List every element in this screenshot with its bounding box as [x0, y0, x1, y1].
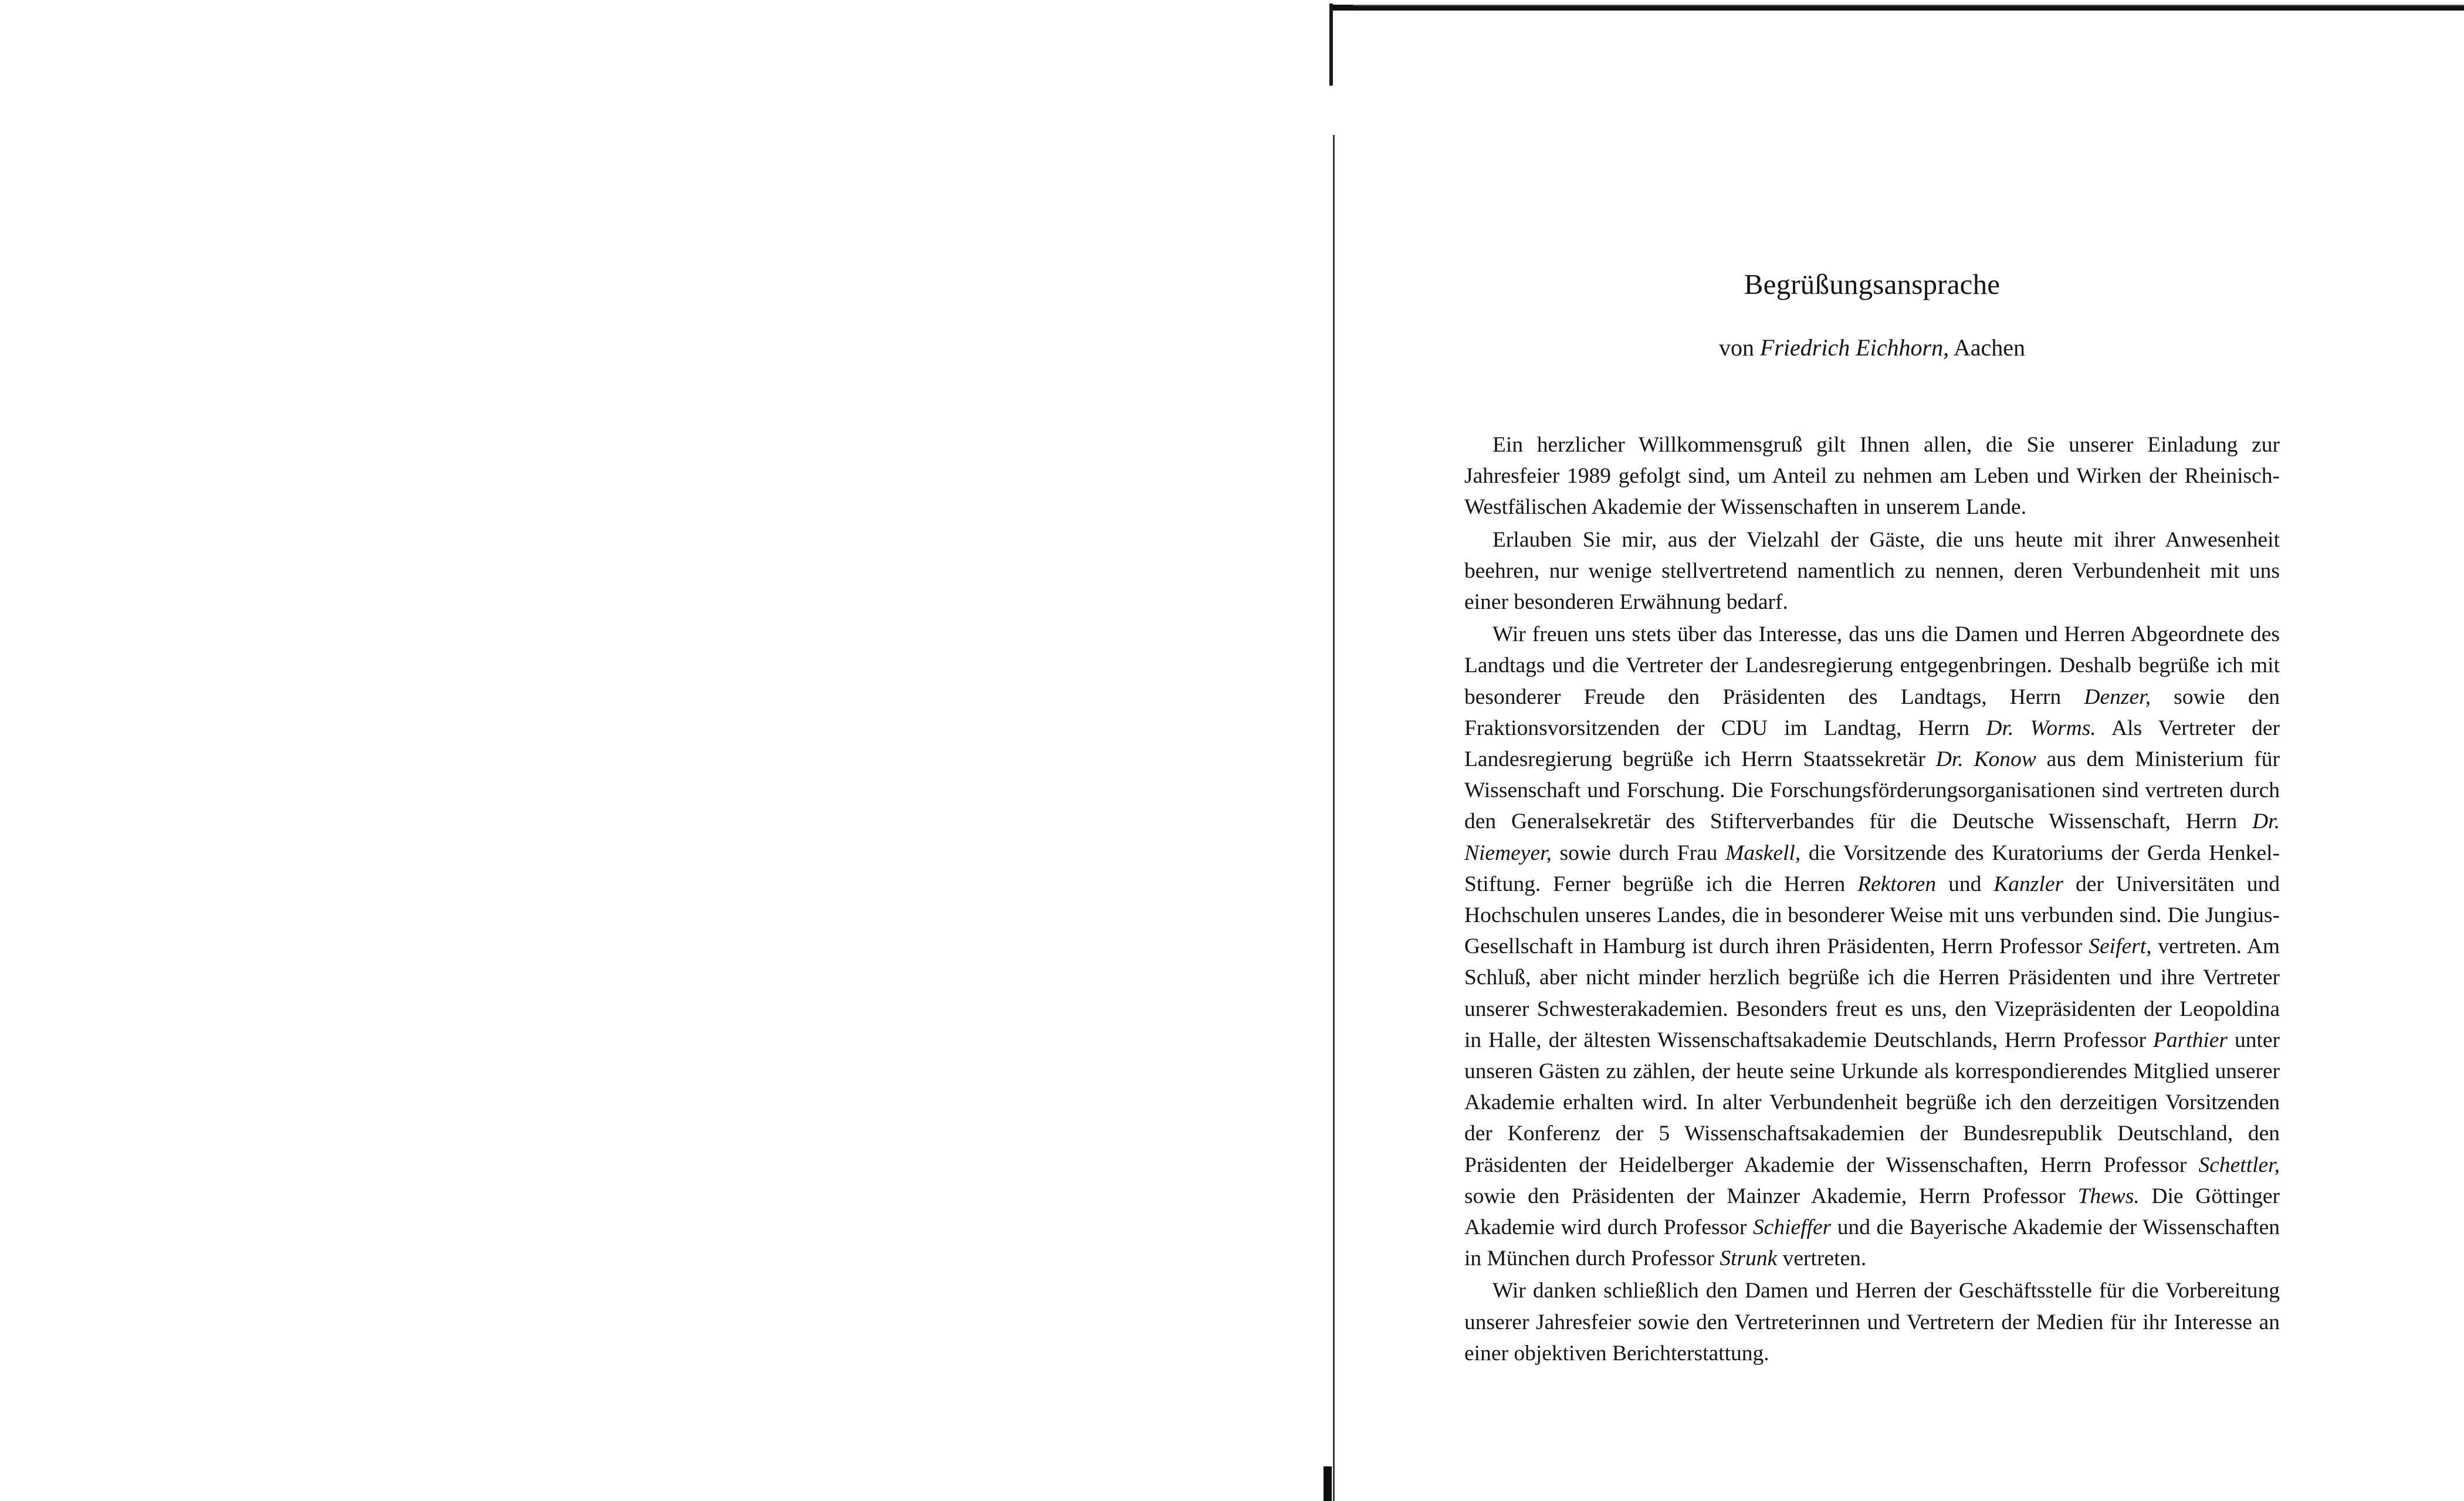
text-run: und: [1936, 872, 1994, 896]
page-corner-mark: [1329, 5, 1353, 8]
person-name: Dr. Konow: [1935, 747, 2036, 772]
text-run: Als Vertreter der Landesregierung begrüße ich Herrn Staatssekretär: [1464, 716, 2280, 772]
text-run: Die Göttinger Akademie wird durch Professor: [1464, 1184, 2280, 1240]
text-run: sowie den Präsidenten der Mainzer Akademie, Herrn Professor: [1464, 1184, 2078, 1208]
person-name: Parthier: [2152, 1028, 2228, 1052]
paragraph: [1464, 429, 2280, 523]
text-run: Wir danken schließlich den Damen und Herren der Geschäftsstelle für die Vorbereitung unserer Jahresfeier sowie den Vertreterinnen und Vertretern der Medien für ihr Interesse an einer objektiven Berichterstattung.: [1464, 1279, 2280, 1366]
text-run: sowie durch Frau: [1551, 841, 1726, 865]
person-name: Kanzler: [1993, 872, 2064, 896]
person-name: Rektoren: [1857, 872, 1937, 896]
text-run: Wir freuen uns stets über das Interesse, das uns die Damen und Herren Abgeordnete des Landtags und die Vertreter der Landesregierung entgegenbringen. Deshalb begrüße ich mit besonderer Freude den Präsidenten des Landtags, Herrn: [1464, 622, 2280, 709]
person-name: Schieffer: [1752, 1215, 1832, 1240]
text-run: und die Bayerische Akademie der Wissenschaften in München durch Professor: [1464, 1215, 2280, 1271]
paragraph: [1464, 619, 2280, 1274]
page-title: Begrüßungsansprache: [1744, 268, 2001, 300]
byline-prefix: von: [1718, 334, 1754, 361]
document-page: [1464, 270, 2280, 1369]
author-place: Aachen: [1953, 334, 2026, 361]
binding-edge: [1331, 6, 2464, 11]
author-name: Friedrich Eichhorn,: [1759, 334, 1949, 361]
book-gutter-line: [1333, 135, 1335, 1501]
text-run: der Universitäten und Hochschulen unseres Landes, die in besonderer Weise mit uns verbunden sind. Die Jungius-Gesellschaft in Hamburg ist durch ihren Präsidenten, Herrn Professor: [1464, 872, 2280, 959]
person-name: Seifert,: [2089, 934, 2152, 959]
paragraph: [1464, 1275, 2280, 1369]
person-name: Dr. Worms.: [1986, 716, 2096, 740]
text-run: die Vorsitzende des Kuratoriums der Gerda Henkel-Stiftung. Ferner begrüße ich die Herren: [1464, 841, 2280, 896]
person-name: Dr. Niemeyer,: [1464, 809, 2280, 865]
page-corner-mark-vertical: [1329, 4, 1333, 86]
author-byline: [1464, 334, 2280, 361]
text-run: vertreten. Am Schluß, aber nicht minder herzlich begrüße ich die Herren Präsidenten und ihre Vertreter unserer Schwesterakademien. Besonders freut es uns, den Vizepräsidenten der Leopoldina in Halle, der ältesten Wissenschaftsakademie Deutschlands, Herrn Professor: [1464, 934, 2280, 1052]
text-run: vertreten.: [1777, 1246, 1867, 1271]
person-name: Denzer,: [2084, 685, 2151, 709]
body-text: [1464, 429, 2280, 1369]
text-run: unter unseren Gästen zu zählen, der heute seine Urkunde als korrespondierendes Mitglied unserer Akademie erhalten wird. In alter Verbundenheit begrüße ich den derzeitigen Vorsitzenden der Konferenz der 5 Wissenschaftsakademien der Bundesrepublik Deutschland, den Präsidenten der Heidelberger Akademie der Wissenschaften, Herrn Professor: [1464, 1028, 2280, 1177]
person-name: Thews.: [2077, 1184, 2140, 1208]
text-run: Erlauben Sie mir, aus der Vielzahl der Gäste, die uns heute mit ihrer Anwesenheit beehren, nur wenige stellvertretend namentlich zu nennen, deren Verbundenheit mit uns einer besonderen Erwähnung bedarf.: [1464, 527, 2280, 615]
person-name: Strunk: [1720, 1246, 1778, 1271]
person-name: Schettler,: [2198, 1153, 2280, 1177]
person-name: Maskell,: [1725, 841, 1801, 865]
text-run: sowie den Fraktionsvorsitzenden der CDU im Landtag, Herrn: [1464, 685, 2280, 740]
paragraph: [1464, 524, 2280, 618]
text-run: Ein herzlicher Willkommensgruß gilt Ihnen allen, die Sie unserer Einladung zur Jahresfeier 1989 gefolgt sind, um Anteil zu nehmen am Leben und Wirken der Rheinisch-Westfälischen Akademie der Wissenschaften in unserem Lande.: [1464, 433, 2280, 520]
book-gutter-shadow: [1324, 1466, 1332, 1501]
text-run: aus dem Ministerium für Wissenschaft und Forschung. Die Forschungsförderungsorganisationen sind vertreten durch den Generalsekretär des Stifterverbandes für die Deutsche Wissenschaft, Herrn: [1464, 747, 2280, 834]
